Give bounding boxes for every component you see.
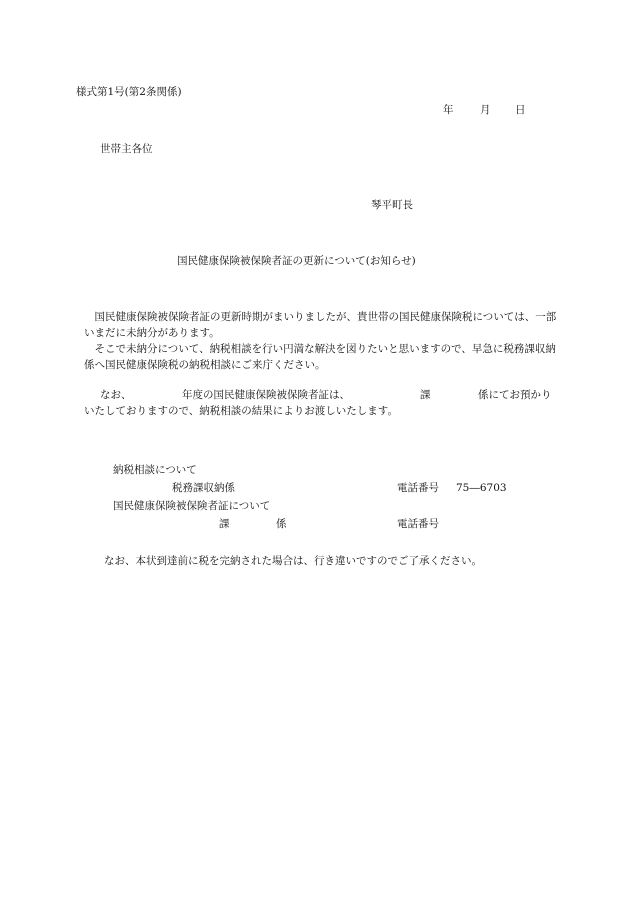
phone-label-1: 電話番号 <box>397 482 439 494</box>
body-p3-tail: 係にてお預かりいたしておりますので、納税相談の結果によりお渡しいたします。 <box>84 389 552 417</box>
body-paragraph-2: そこで未納分について、納税相談を行い円満な解決を図りたいと思いますので、早急に税務課収納係へ国民健康保険税の納税相談にご来庁ください。 <box>84 343 556 371</box>
date-year: 年 <box>443 104 454 116</box>
tax-section: 税務課収納係 <box>172 482 235 494</box>
footer-note: なお、本状到達前に税を完納された場合は、行き違いですのでご了承ください。 <box>104 555 482 567</box>
body-p3-lead: なお、 <box>100 389 132 401</box>
insurance-heading: 国民健康保険被保険者証について <box>113 500 271 512</box>
insurance-ka: 課 <box>219 518 230 530</box>
phone-number-1: 75―6703 <box>456 482 507 494</box>
date-day: 日 <box>515 104 526 116</box>
body-paragraph-1: 国民健康保険被保険者証の更新時期がまいりましたが、貴世帯の国民健康保険税については、一部いまだに未納分があります。 <box>84 311 557 339</box>
body-text <box>84 309 558 373</box>
addressee: 世帯主各位 <box>100 143 153 155</box>
body-p3-ka: 課 <box>420 389 431 401</box>
form-number: 様式第1号(第2条関係) <box>76 86 182 98</box>
sender: 琴平町長 <box>371 199 413 211</box>
date-month: 月 <box>480 104 491 116</box>
tax-consult-heading: 納税相談について <box>113 464 197 476</box>
insurance-kakari: 係 <box>276 518 287 530</box>
body-p3-year: 年度の国民健康保険被保険者証は、 <box>182 389 350 401</box>
document-title: 国民健康保険被保険者証の更新について(お知らせ) <box>177 255 416 267</box>
phone-label-2: 電話番号 <box>397 518 439 530</box>
